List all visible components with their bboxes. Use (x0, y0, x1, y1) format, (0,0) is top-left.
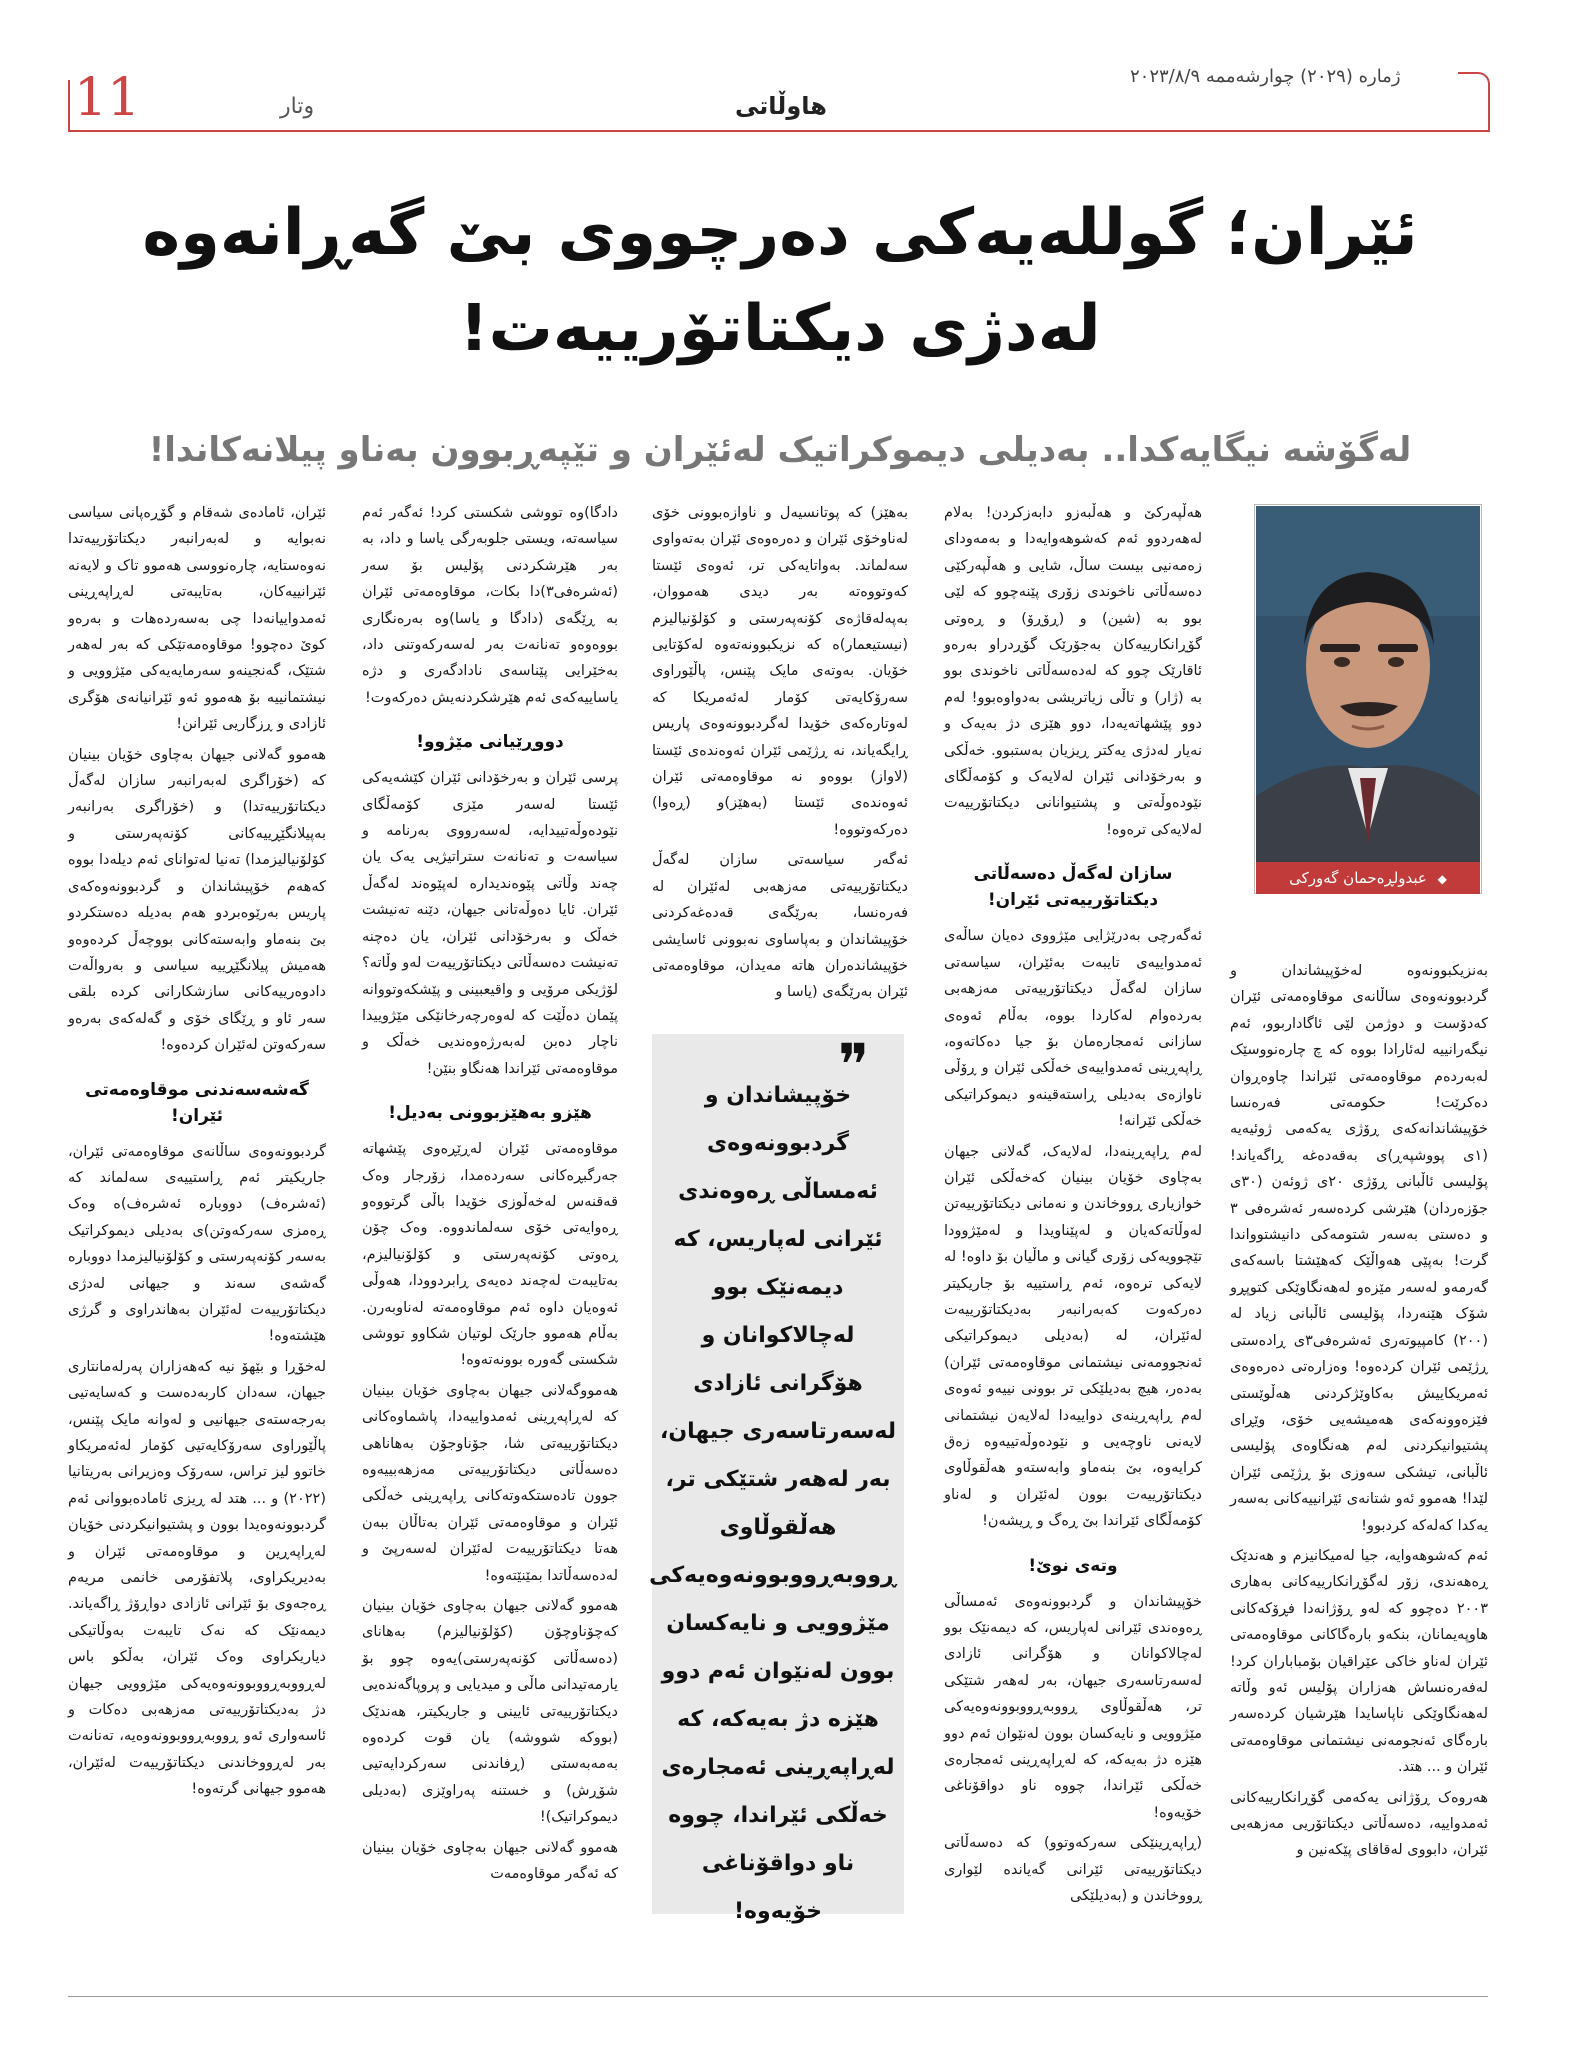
article-headline: ئێران؛ گوللەیەکی دەرچووی بێ گەڕانەوە لەدژی دیکتاتۆرییەت! (142, 196, 1418, 366)
paragraph: لەخۆڕا و بێهۆ نیە کەهەزاران پەرلەمانتاری جیهان، سەدان کاربەدەست و کەسایەتیی بەرجەستەی جیهانیی و لەوانە مایک پێنس، پاڵێوراوی سەرۆکایەتیی کۆمار لەئەمریکاو خاتوو لیز تراس، سەرۆک وەزیرانی بەریتانیا (٢٠٢٢) و ... هتد لە ڕیزی ئامادەبووانی ئەم گردبوونەوەیدا بوون و پشتیوانیکردنی خۆیان لەڕاپەڕین و موقاوەمەتی ئێران و بەدیریکراوی، پلاتفۆرمی خانمی مریەم ڕەجەوی بۆ ئێرانی ئازادی دواڕۆژ ڕاگەیاند. دیمەنێک کە نەک تایبەت بەوڵاتیکی دیاریکراوی وەک ئێران، بەڵکو باس لەڕووبەڕووبوونەوەیەکی مێژوویی جیهان دژ بەدیکتاتۆرییەتی مەزهەبی دەکات و ئاسەواری ئەو ڕووبەڕووبوونەوەیە، تەنانەت بەر لەڕووخاندنی دیکتاتۆرییەت لەئێران، هەموو جیهانی گرتەوە! (68, 1358, 326, 1798)
paragraph: ئەگەرچی بەدرێژایی مێژووی دەیان ساڵەی ئەمدواییەی تایبەت بەئێران، سیاسەتی سازان لەگەڵ دیکتاتۆرییەتی مەزهەبی بەردەوام لەکاردا بووە، بەڵام ئەوەی سازانی ئەمجارەمان بۆ جیا دەکاتەوە، ڕاپەڕینی ئەمدواییەی خەڵکی ئێران و ڕۆڵی ناوازەی بەدیلی ڕاستەقینەو دیموکراتیکی خەڵکی ئێرانە! (944, 928, 1202, 1130)
author-name: عبدولڕەحمان گەورکی (1289, 869, 1427, 887)
author-portrait-icon (1256, 506, 1480, 862)
paragraph: گردبوونەوەی ساڵانەی موقاوەمەتی ئێران، جاریکیتر ئەم ڕاستییەی سەلماند کە (ئەشرەف) دووبارە ئەشرەف)ە وەک ڕەمزی سەرکەوتن)ی بەدیلی دیموکراتیک بەسەر کۆنەپەرستی و کۆلۆنیالیزمدا دووبارە گەشەی سەند و جیهانی لەدژی دیکتاتۆرییەت لەئێران بەهاندراوی و گرژی هێشتەوە! (68, 1143, 326, 1345)
page-number: 11 (74, 68, 141, 128)
article-subheadline: لەگۆشە نیگایەکدا.. بەدیلی دیموکراتیک لەئێران و تێپەڕبوون بەناو پیلانەکاندا! (148, 430, 1412, 470)
column-4 (362, 500, 618, 1892)
paragraph: (ڕاپەڕینێکی سەرکەوتوو) کە دەسەڵاتی دیکتاتۆرییەتی ئێرانی گەیاندە لێواری ڕووخاندن و (بەدیلێکی (944, 1835, 1202, 1905)
column-1 (1230, 958, 1488, 1868)
paragraph: بەهێز) کە پوتانسیەل و ناوازەبوونی خۆی لەناوخۆی ئێران و دەرەوەی ئێران بەتەواوی سەلماند. بەواتایەکی تر، ئەوەی ئێستا کەوتووەتە بەر دیدی هەمووان، بەپەلەقاژەی کۆنەپەرستی و کۆلۆنیالیزم (نیستیعمار)ە کە نزیکبوونەتەوە لەکۆتایی خۆیان. بەوتەی مایک پێنس، پاڵێوراوی سەرۆکایەتی کۆمار لەئەمریکا کە لەوتارەکەی خۆیدا لەگردبوونەوەی پاریس ڕایگەیاند، نە ڕژێمی ئێران ئەوەندەی ئێستا (لاواز) بووەو نە موقاوەمەتی ئێران ئەوەندەی ئێستا (بەهێز)و (ڕەوا) دەرکەوتووە! (652, 505, 908, 838)
issue-info: ژمارە (٢٠٢٩) چوارشەممە ٢٠٢٣/٨/٩ (1130, 66, 1401, 87)
column-2 (944, 500, 1202, 1914)
section-heading: گەشەسەندنی موقاوەمەتی ئێران! (85, 1079, 309, 1126)
section-label: وتار (280, 94, 315, 119)
section-heading: سازان لەگەڵ دەسەڵاتی دیکتاتۆرییەتی ئێران! (973, 864, 1173, 911)
paragraph: دادگا)وە تووشی شکستی کرد! ئەگەر ئەم سیاسەتە، ویستی جلوبەرگی یاسا و داد، بە بەر هێرشکردنی پۆلیس بۆ سەر (ئەشرەفی٣)دا بکات، موقاوەمەتی ئێران بە ڕێگەی (دادگا و یاسا)وە بەرەنگاری بووەوەو تەنانەت بەر لەسەرکەوتنی داد، بەخێرایی پێناسەی نادادگەری و دژە یاساییەکەی ئەم هێرشکردنەیش دەرکەوت! (362, 505, 618, 706)
author-name-tag (1256, 862, 1480, 894)
paragraph: هەموو گەلانی جیهان بەچاوی خۆیان بینیان کە ئەگەر موقاوەمەت (362, 1839, 618, 1883)
paragraph: هەروەک ڕۆژانی یەکەمی گۆڕانکارییەکانی ئەمدواییە، دەسەڵاتی دیکتاتۆریی مەزهەبی ئێران، دابووی لەقاقای پێکەنین و (1230, 1789, 1488, 1859)
section-heading: هێزو بەهێزبوونی بەدیل! (388, 1103, 592, 1124)
paragraph: هەڵپەرکێ و هەڵبەزو دابەزکردن! بەلام لەهەردوو ئەم کەشوهەوایەدا و بەمەودای زەمەنیی بیست ساڵ، شایی و هەڵپەرکێی دەسەڵاتی ناخوندی زۆری پێنەچوو کە لێی بوو بە (شین) و (ڕۆڕۆ) و ڕەوتی گۆڕانکارییەکان بەجۆرێک گۆڕدراو بەرەو ئاقارێک چوو کە لەدەسەڵاتی ناخوندی بوو بە (ژار) و تاڵی زیاتریشی بەدواوەبوو! لەم دوو پێشهاتەیەدا، دوو هێزی دژ بەیەک و نەیار لەدژی یەکتر ڕیزیان بەستبوو. خەڵکی و بەرخۆدانی ئێران لەلایەک و کۆمەڵگای نێودەوڵەتی و پشتیوانانی دیکتاتۆرییەت لەلایەکی ترەوە! (944, 505, 1202, 838)
column-5 (68, 500, 326, 1807)
paragraph: هەمووگەلانی جیهان بەچاوی خۆیان بینیان کە لەڕاپەڕینی ئەمدواییەدا، پاشماوەکانی دیکتاتۆرییەتی شا، جۆناوجۆن بەهاناهی دەسەڵاتی دیکتاتۆرییەتی مەزهەبییەوە جوون تادەستکەوتەکانی ڕاپەڕینی خەڵکی ئێران و موقاوەمەتی ئێران بەتاڵان ببەن هەتا دیکتاتۆرییەت لەئێران لەسەرپێ و لەدەسەڵاتدا بمێنێتەوە! (362, 1382, 618, 1584)
column-3 (652, 500, 908, 1010)
footer-rule (68, 1996, 1488, 1997)
paragraph: ئەگەر سیاسەتی سازان لەگەڵ دیکتاتۆرییەتی مەزهەبی لەئێران لە فەرەنسا، بەرێگەی قەدەغەکردنی خۆپیشاندان و بەپاساوی نەبوونی ئاسایشی خۆپیشاندەران هاتە مەیدان، موقاوەمەتی ئێران بەرێگەی (یاسا و (652, 852, 908, 1001)
paragraph: موقاوەمەتی ئێران لەڕێڕەوی پێشهاتە جەرگبڕەکانی سەردەمدا، زۆرجار وەک قەقنەس لەخەڵوزی خۆیدا باڵی گرتووەو ڕەوایەتی خۆی سەلماندووە. وەک چۆن ڕەوتی کۆنەپەرستی و کۆلۆنیالیزم، بەتایبەت لەچەند دەیەی ڕابردوودا، هەوڵی ئەوەیان داوە ئەم موقاوەمەتە لەناوبەرن. بەڵام هەموو جارێک لوتیان شکاوو تووشی شکستی گەورە بوونەتەوە! (362, 1141, 618, 1369)
header-bracket-right (1458, 72, 1490, 132)
paragraph: ئێران، ئامادەی شەقام و گۆڕەپانی سیاسی نەبوایە و لەبەرانبەر دیکتاتۆرییەتدا نەوەستایە، چارەنووسی هەموو تاک و لایەنە ئێرانییەکان، بەتایبەتی لەڕاپەڕینی ئەمدواییانەدا چی بەسەردەهات و بەرەو کوێ دەچوو! موقاوەمەتێکی کە بەر لەهەر شتێک، گەنجینەو سەرمایەیەکی مێژوویی و نیشتمانییە بۆ هەموو ئەو ئێرانیانەی هۆگری ئازادی و ڕزگاریی ئێرانن! (68, 505, 326, 733)
section-heading: وتەی نوێ! (1028, 1555, 1118, 1576)
paragraph: هەموو گەلانی جیهان بەچاوی خۆیان بینیان کەچۆناوچۆن (کۆلۆنیالیزم) بەهانای (دەسەڵاتی کۆنەپەرستی)یەوە چوو بۆ یارمەتیدانی ماڵی و میدیایی و پروپاگەندەیی دیکتاتۆرییەتی ئایینی و جاریکیتر، هەندێک (بووکە شووشە) یان قوت کردەوە بەمەبەستی (ڕفاندنی سەرکردایەتیی شۆڕش) و خستنە پەراوێزی (بەدیلی دیموکراتیک)! (362, 1598, 618, 1826)
paragraph: بەنزیکبوونەوە لەخۆپیشاندان و گردبوونەوەی ساڵانەی موقاوەمەتی ئێران کەدۆست و دوژمن لێی ئاگاداربوو، ئەم نیگەرانییە لەئارادا بووە کە چ چارەنووسێک لەبەردەم موقاوەمەتی ئێراندا چاوەڕوان دەکرێت! حکومەتی فەرەنسا خۆپیشاندانەکەی ڕۆژی یەکەمی ژوئیەیە (١ی پووشپەڕ)ی بەقەدەغە ڕاگەیاند! پۆلیسی ئاڵبانی ڕۆژی ٢٠ی ژوئەن (٣٠ی جۆزەردان) هێرشی کردەسەر ئەشرەفی ٣ و دەستی بەسەر شتومەکی دانیشتوواندا گرت! بەپێی هەواڵێک کەهێشتا باسەکەی گەرمەو لەسەر مێزەو لەهەنگاوێکی کتوپڕو شۆک هێنەردا، پۆلیسی ئاڵبانی زیاد لە (٢٠٠) کامپیوتەری ئەشرەفی٣ی ڕادەستی ڕژێمی ئێران کردەوە! وەزارەتی دەرەوەی ئەمریکاییش بەکاوێژکردنی هەڵوێستی فێزەوونەکەی هەمیشەیی خۆی، وێڕای پشتیوانیکردنی لەم هەنگاوەی پۆلیسی ئاڵبانی، تیشکی سەوزی بۆ ڕژێمی ئێران لێدا! هەموو ئەو شتانەی ئێرانییەکانی بەسەر یەکدا کەلەکە کردبوو! (1230, 963, 1488, 1534)
paragraph: هەموو گەلانی جیهان بەچاوی خۆیان بینیان کە (خۆراگری لەبەرانبەر سازان لەگەڵ دیکتاتۆرییەتدا) و (خۆراگری بەرانبەر بەپیلانگێڕییەکانی کۆنەپەرستی و کۆلۆنیالیزمدا) تەنیا لەتوانای ئەم دیلەدا بووە کەهەم خۆپیشاندان و گردبوونەوەکەی پاریس بەرێوەبردو هەم بەدیلە دەستکردو بێ بنەماو وابەستەکانی بووچەڵ کردەوەو هەمیش پیلانگێڕییە سیاسی و بەرواڵەت دادوەرییەکانی سازشکارانی کردە بلقی سەر ئاو و ڕێگای خۆی و گەلەکەی بەرەو سەرکەوتن لەئێران کردەوە! (68, 746, 326, 1054)
pull-quote: خۆپیشاندان و گردبوونەوەی ئەمساڵی ڕەوەندی ئێرانی لەپاریس، کە دیمەنێک بوو لەچالاکوانان و هۆگرانی ئازادی لەسەرتاسەری جیهان، بەر لەهەر شتێکی تر، هەڵقوڵاوی ڕووبەڕووبوونەوەیەکی مێژوویی و نایەکسان بوون لەنێوان ئەم دوو هێزە دژ بەیەکە، کە لەڕاپەڕینی ئەمجارەی خەڵکی ئێراندا، چووە ناو دواقۆناغی خۆیەوە! (649, 1083, 896, 1924)
masthead-logo: هاوڵاتی (735, 92, 827, 120)
quote-icon: ❞ (838, 1031, 870, 1099)
paragraph: پرسی ئێران و بەرخۆدانی ئێران کێشەیەکی ئێستا لەسەر مێزی کۆمەڵگای نێودەوڵەتییدایە، لەسەرووی بەرنامە و سیاسەت و تەنانەت ستراتیژیی یەک یان چەند وڵاتی پێوەندیدارە لەپێوەند لەگەڵ ئێران. ئایا دەوڵەتانی جیهان، دێنە تەنیشت خەڵک و بەرخۆدانی ئێران، یان دەچنە تەنیشت دەسەڵاتی دیکتاتۆرییەت لەو وڵاتە؟ لۆژیکی مرۆیی و واقیعبینی و پێشکەوتووانە پێمان دەڵێت کە لەوەرچەرخانێکی مێژوییدا ناچار دەبن لەبەرژەوەندیی خەڵک و موقاوەمەتی ئێراندا هەنگاو بنێن! (362, 770, 618, 1077)
paragraph: خۆپیشاندان و گردبوونەوەی ئەمساڵی ڕەوەندی ئێرانی لەپاریس، کە دیمەنێک بوو لەچالاکوانان و هۆگرانی ئازادی لەسەرتاسەری جیهان، بەر لەهەر شتێکی تر، هەڵقوڵاوی ڕووبەڕووبوونەوەیەکی مێژوویی و نایەکسان بوون لەنێوان ئەم دوو هێزە دژ بەیەکە، کە لەڕاپەڕینی ئەمجارەی خەڵکی ئێراندا، چووە ناو دواقۆناغی خۆیەوە! (944, 1593, 1202, 1821)
author-photo (1256, 506, 1480, 862)
paragraph: لەم ڕاپەڕینەدا، لەلایەک، گەلانی جیهان بەچاوی خۆیان بینیان کەخەڵکی ئێران خوازیاری ڕووخاندن و نەمانی دیکتاتۆرییەتن لەوڵاتەکەیان و لەپێناویدا و لەمێژوودا تێچوویەکی زۆری گیانی و ماڵیان بۆ داوە! لە لایەکی ترەوە، ئەم ڕاستییە بۆ جاریکیتر دەرکەوت کەبەرانبەر بەدیکتاتۆرییەت لەئێران، لە (بەدیلی دیموکراتیکی ئەنجوومەنی نیشتمانی موقاوەمەتی ئێران) بەدەر، هیچ بەدیلێکی تر بوونی نییەو ئەوەی لەم ڕاپەڕینەی دواییەدا لەلایەن نیشتمانی لایەنی ناوچەیی و نێودەوڵەتییەوە زەق کرایەوە، بێ بنەماو وابەستەو هەڵقوڵاوی دیکتاتۆرییەت بوون لەئێران و لەناو کۆمەڵگای ئێراندا بێ ڕەگ و ڕیشەن! (944, 1143, 1202, 1530)
header-rule (68, 130, 1488, 132)
paragraph: ئەم کەشوهەوایە، جیا لەمیکانیزم و هەندێک ڕەهەندی، زۆر لەگۆڕانکارییەکانی بەهاری ٢٠٠٣ دەچوو کە لەو ڕۆژانەدا فڕۆکەکانی هاوپەیمانان، بنکەو بارەگاکانی موقاوەمەتی ئێران لەناو خاکی عێراقیان بۆمباباران کرد! لەفەرەنساش هەزاران پۆلیس ئەو وڵاتە لەهەنگاوێکی ناپاسایدا هێرشیان کردەسەر بارەگای ئەنجومەنی نیشتمانی موقاوەمەتی ئێران و ... هتد. (1230, 1547, 1488, 1776)
diamond-icon: ◆ (1437, 872, 1447, 886)
section-heading: دووڕێیانی مێژوو! (416, 732, 564, 753)
